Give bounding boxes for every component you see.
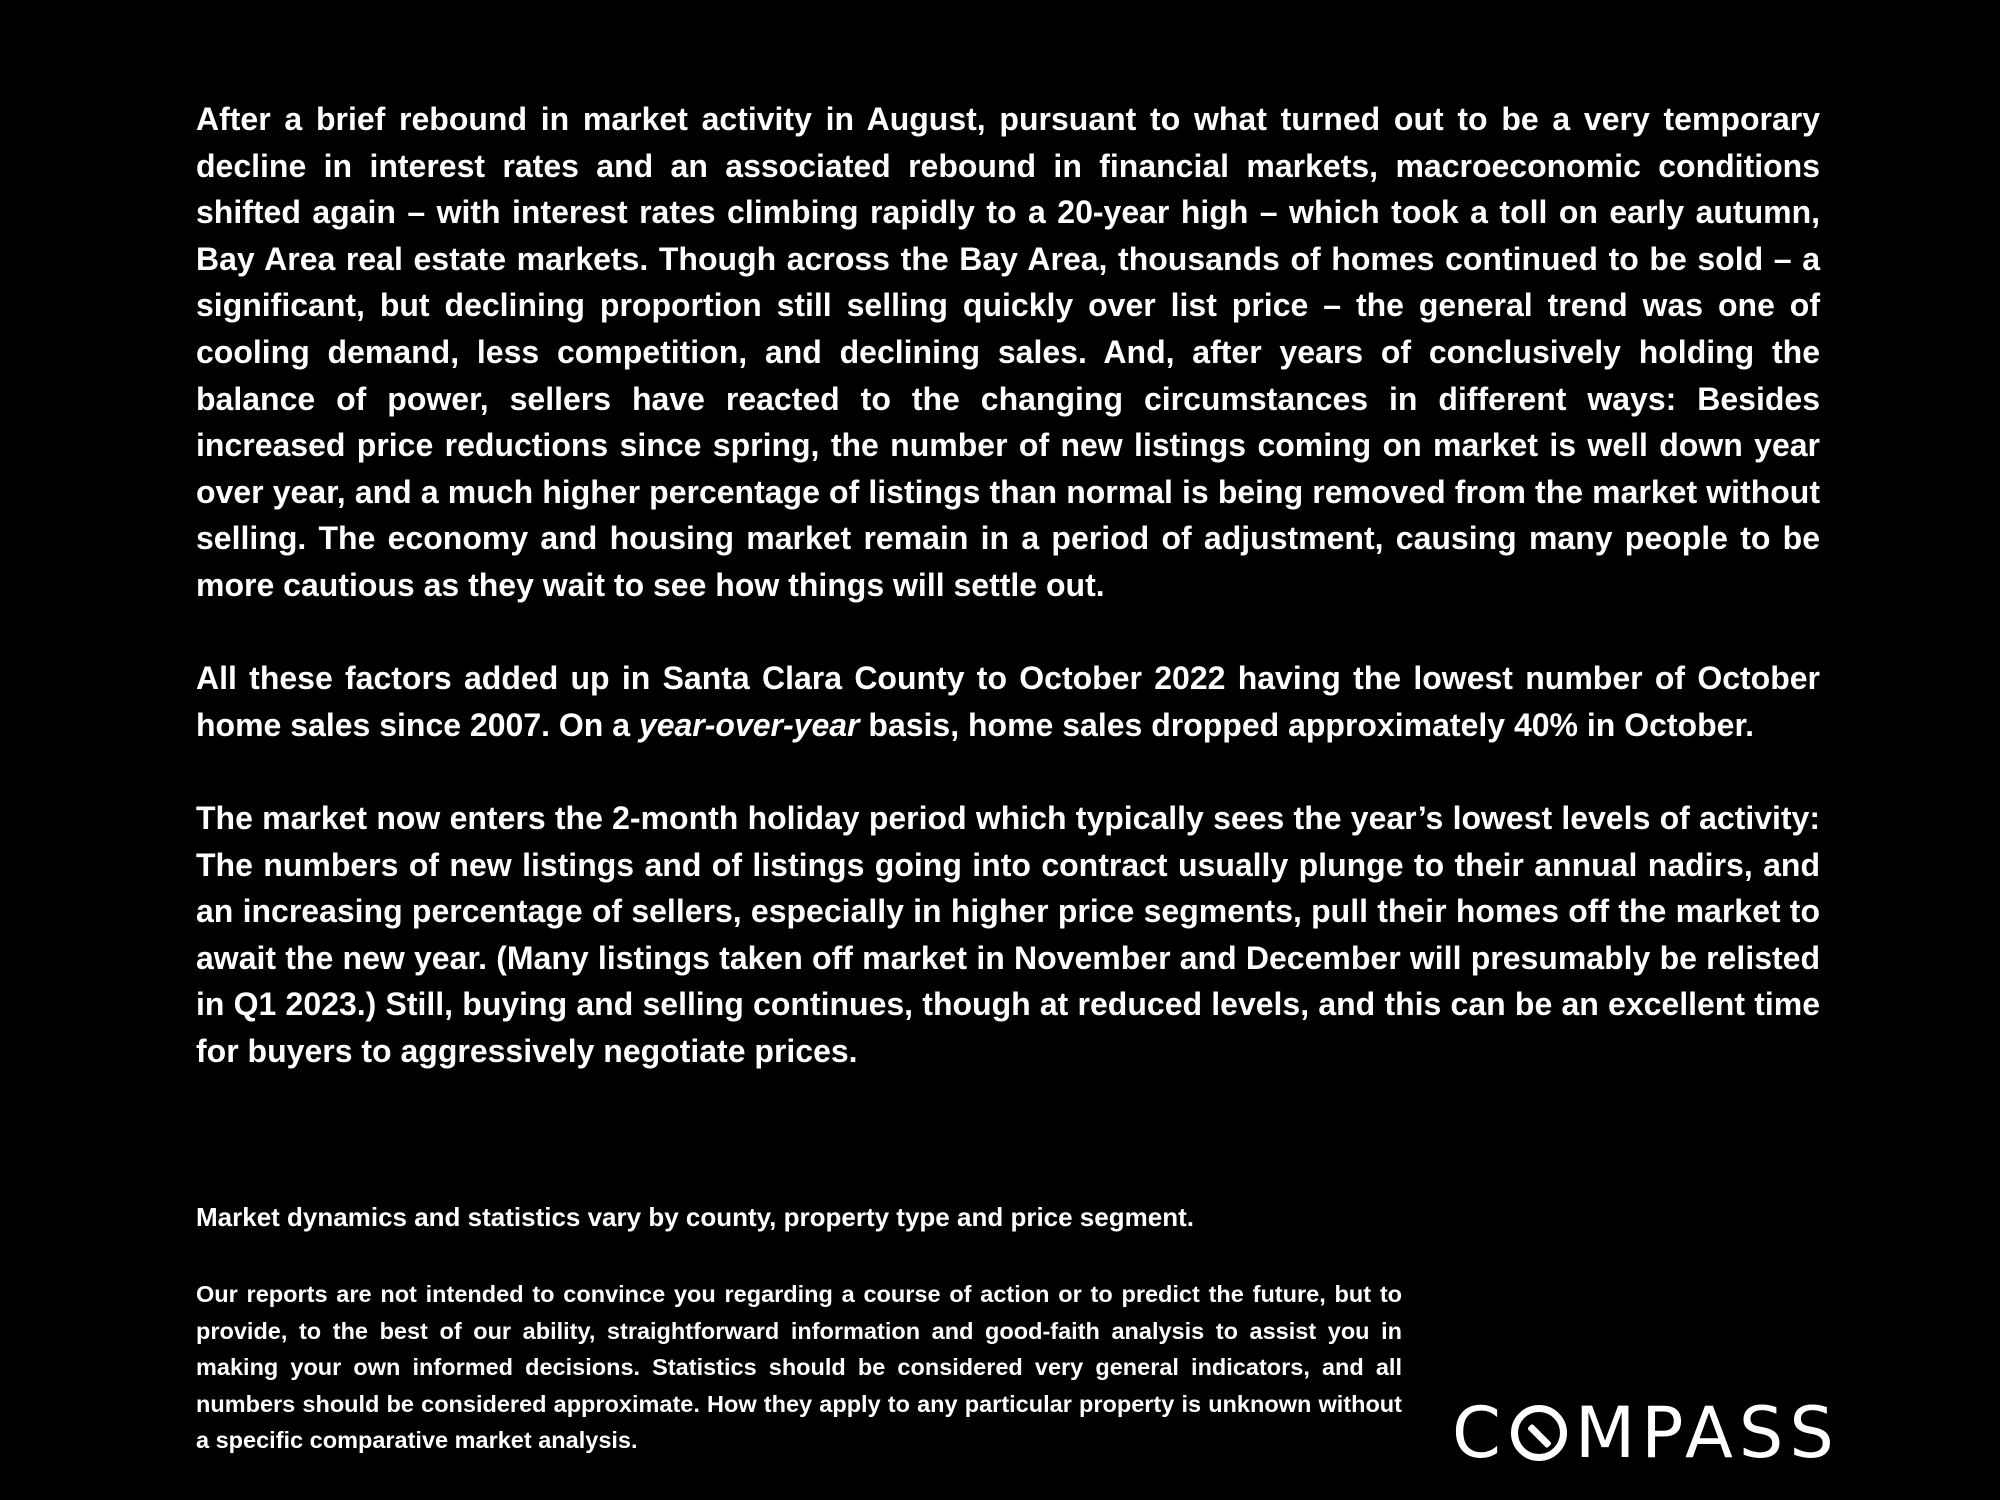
disclaimer-text: Our reports are not intended to convince you regarding a course of action or to predict the future, but to provide, to the best of our ability, straightforward information and good-faith analysis to assist you in making your own informed decisions. Statistics should be considered very general indicators, and all numbers should be considered approximate. How they apply to any particular property is unknown without a specific comparative market analysis.: [196, 1281, 1402, 1454]
compass-logo: [1452, 1392, 1840, 1474]
compass-needle-icon: [1511, 1405, 1567, 1461]
paragraph-santa-clara-sales-start: All these factors added up in Santa Clara County to October 2022 having the lowest number of October home sales since 2007. On a: [196, 660, 1820, 743]
paragraph-santa-clara-sales: [196, 655, 1820, 748]
logo-letter-c: C: [1452, 1392, 1507, 1474]
paragraph-holiday-period: The market now enters the 2-month holiday period which typically sees the year’s lowest levels of activity: The numbers of new listings and of listings going into contract usually plunge to their annual nadirs, and an increasing percentage of sellers, especially in higher price segments, pull their homes off the market to await the new year. (Many listings taken off market in November and December will presumably be relisted in Q1 2023.) Still, buying and selling continues, though at reduced levels, and this can be an excellent time for buyers to aggressively negotiate prices.: [196, 799, 1820, 1069]
paragraph-santa-clara-sales-end: basis, home sales dropped approximately 40% in October.: [859, 706, 1755, 743]
market-dynamics-note: Market dynamics and statistics vary by county, property type and price segment.: [196, 1202, 1194, 1232]
paragraph-market-overview: After a brief rebound in market activity in August, pursuant to what turned out to be a very temporary decline in interest rates and an associated rebound in financial markets, macroeconomic conditions shifted again – with interest rates climbing rapidly to a 20-year high – which took a toll on early autumn, Bay Area real estate markets. Though across the Bay Area, thousands of homes continued to be sold – a significant, but declining proportion still selling quickly over list price – the general trend was one of cooling demand, less competition, and declining sales. And, after years of conclusively holding the balance of power, sellers have reacted to the changing circumstances in different ways: Besides increased price reductions since spring, the number of new listings coming on market is well down year over year, and a much higher percentage of listings than normal is being removed from the market without selling. The economy and housing market remain in a period of adjustment, causing many people to be more cautious as they wait to see how things will settle out.: [196, 101, 1820, 603]
emphasis-year-over-year: year-over-year: [638, 706, 860, 743]
logo-letters-mpass: MPASS: [1574, 1392, 1840, 1474]
market-commentary: [196, 96, 1820, 1074]
